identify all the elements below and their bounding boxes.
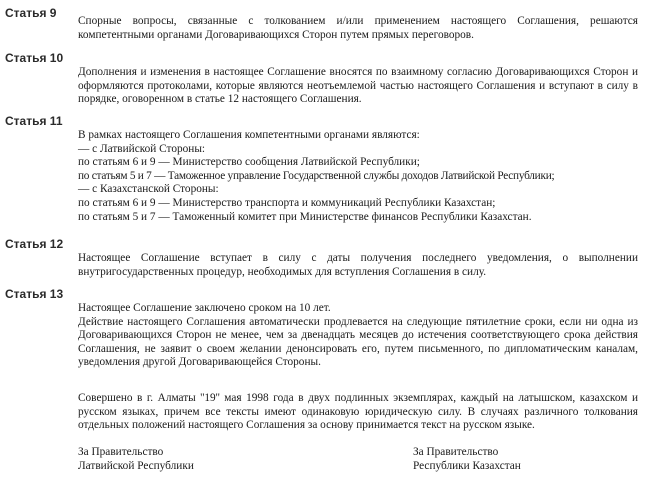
- article-line: по статьям 6 и 9 — Министерство сообщения Латвийской Республики;: [78, 156, 420, 169]
- signature-line: За Правительство: [78, 446, 164, 458]
- article-heading: Статья 11: [5, 114, 63, 128]
- closing-block: [78, 392, 638, 433]
- article-line: В рамках настоящего Соглашения компетентными органами являются:: [78, 129, 420, 141]
- signature-line: За Правительство: [413, 446, 499, 458]
- article-heading: Статья 13: [5, 287, 64, 301]
- signature-line: Республики Казахстан: [413, 459, 521, 472]
- article-line: — с Казахстанской Стороны:: [78, 183, 219, 196]
- article-heading: Статья 12: [5, 237, 64, 251]
- article-heading: Статья 9: [5, 6, 57, 20]
- article-paragraph: Действие настоящего Соглашения автоматически продлевается на следующие пятилетние сроки, если ни одна из Договаривающихся Сторон не менее, чем за двенадцать месяцев до истечения соответствующего срока действия Соглашения, не заявит о своем желании денонсировать его, путем письменного, по дипломатическим каналам, уведомления другой Договаривающейся Стороны.: [78, 315, 638, 369]
- article-paragraph: Настоящее Соглашение вступает в силу с даты получения последнего уведомления, о выполнении внутригосударственных процедур, необходимых для вступления Соглашения в силу.: [78, 252, 638, 278]
- article-body: [78, 66, 638, 107]
- closing-paragraph: Совершено в г. Алматы ''19'' мая 1998 года в двух подлинных экземплярах, каждый на латышском, казахском и русском языках, причем все тексты имеют одинаковую юридическую силу. В случаях различного толкования отдельных положений настоящего Соглашения за основу принимается текст на русском языке.: [78, 392, 638, 432]
- article-line: по статьям 5 и 7 — Таможенный комитет при Министерстве финансов Республики Казахстан.: [78, 210, 532, 223]
- article-line: по статьям 5 и 7 — Таможенное управление Государственной службы доходов Латвийской Республики;: [78, 169, 555, 182]
- article-body: [78, 15, 638, 42]
- article-paragraph: Дополнения и изменения в настоящее Соглашение вносятся по взаимному согласию Договаривающихся Сторон и оформляются протоколами, которые являются неотъемлемой частью настоящего Соглашения и вступают в силу в порядке, оговоренном в статье 12 настоящего Соглашения.: [78, 66, 638, 106]
- signature-kazakhstan: [413, 446, 521, 473]
- article-line: по статьям 6 и 9 — Министерство транспорта и коммуникаций Республики Казахстан;: [78, 196, 496, 209]
- signature-line: Латвийской Республики: [78, 459, 194, 472]
- signature-latvia: [78, 446, 194, 473]
- article-heading: Статья 10: [5, 51, 64, 65]
- article-paragraph: Настоящее Соглашение заключено сроком на 10 лет.: [78, 302, 331, 314]
- article-body: [78, 252, 638, 279]
- article-line: — с Латвийской Стороны:: [78, 142, 206, 155]
- article-body: [78, 129, 638, 224]
- article-paragraph: Спорные вопросы, связанные с толкованием и/или применением настоящего Соглашения, решаются компетентными органами Договаривающихся Сторон путем прямых переговоров.: [78, 15, 638, 41]
- article-body: [78, 302, 638, 370]
